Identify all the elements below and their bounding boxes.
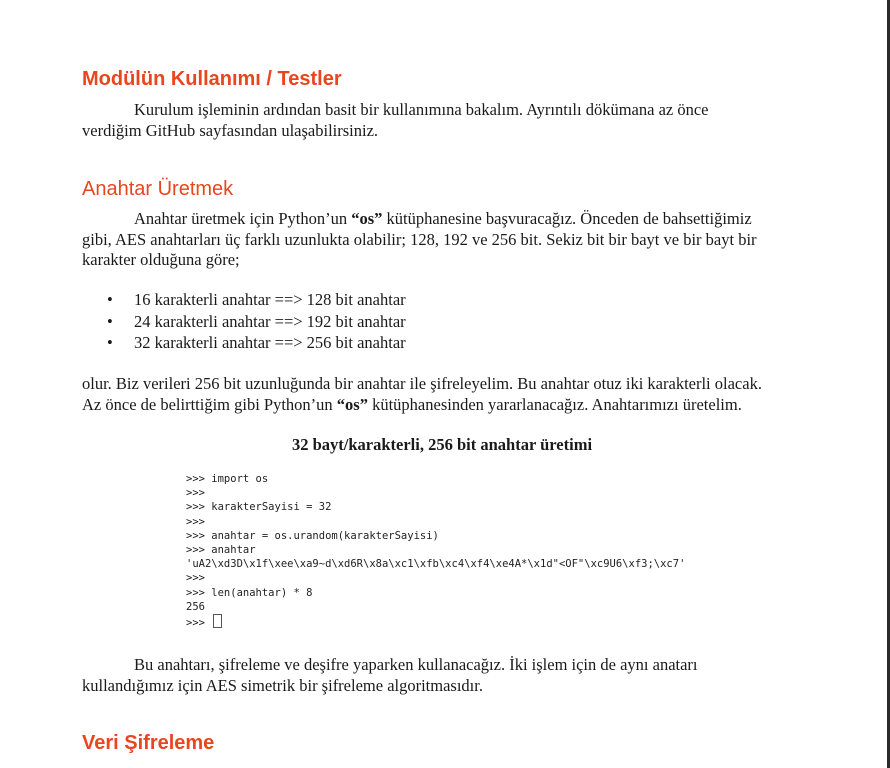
key-generation-closing xyxy=(82,655,802,696)
paragraph-line: kullandığımız için AES simetrik bir şifreleme algoritmasıdır. xyxy=(82,675,483,695)
paragraph-line: Bu anahtarı, şifreleme ve deşifre yaparken kullanacağız. İki işlem için de aynı anatarı xyxy=(134,655,698,674)
python-terminal-snippet xyxy=(186,472,685,628)
list-item-text: 16 karakterli anahtar ==> 128 bit anahtar xyxy=(134,290,406,309)
paragraph-line xyxy=(82,395,802,416)
paragraph-line: gibi, AES anahtarları üç farklı uzunlukta olabilir; 128, 192 ve 256 bit. Sekiz bit bir bayt ve bir bayt bir xyxy=(82,229,757,249)
section-title-module-usage: Modülün Kullanımı / Testler xyxy=(82,68,342,90)
terminal-line: >>> anahtar = os.urandom(karakterSayisi) xyxy=(186,529,439,542)
figure-caption: 32 bayt/karakterli, 256 bit anahtar üretimi xyxy=(291,435,593,454)
terminal-line: 'uA2\xd3D\x1f\xee\xa9~d\xd6R\x8a\xc1\xfb\xc4\xf4\xe4A*\x1d"<OF"\xc9U6\xf3;\xc7' xyxy=(186,558,686,571)
list-item-text: 24 karakterli anahtar ==> 192 bit anahtar xyxy=(134,311,406,331)
text-run: kütüphanesine başvuracağız. Önceden de bahsettiğimiz xyxy=(382,209,752,228)
paragraph-line: olur. Biz verileri 256 bit uzunluğunda bir anahtar ile şifreleyelim. Bu anahtar otuz iki karakterli olacak. xyxy=(82,374,762,393)
bold-term: “os” xyxy=(336,394,368,414)
terminal-prompt: >>> xyxy=(186,616,212,629)
list-item xyxy=(82,332,406,354)
paragraph-line: Kurulum işleminin ardından basit bir kullanımına bakalım. Ayrıntılı dökümana az önce xyxy=(134,100,709,119)
terminal-prompt-line xyxy=(186,614,685,628)
terminal-line: >>> karakterSayisi = 32 xyxy=(186,501,332,514)
terminal-line: >>> xyxy=(186,572,205,585)
terminal-line: 256 xyxy=(186,600,205,613)
bullet-icon: • xyxy=(107,311,113,331)
bullet-icon: • xyxy=(107,290,113,309)
list-item xyxy=(82,289,406,311)
terminal-line: >>> len(anahtar) * 8 xyxy=(186,586,313,599)
section-title-key-generation: Anahtar Üretmek xyxy=(82,178,234,200)
list-item xyxy=(82,311,406,333)
paragraph-line xyxy=(82,209,802,230)
module-usage-paragraph xyxy=(82,100,802,141)
text-run: Anahtar üretmek için Python’un xyxy=(134,209,352,228)
text-run: Az önce de belirttiğim gibi Python’un xyxy=(82,394,337,414)
text-run: kütüphanesinden yararlanacağız. Anahtarımızı üretelim. xyxy=(367,394,742,414)
terminal-line: >>> xyxy=(186,515,205,528)
terminal-line: >>> xyxy=(186,487,205,500)
key-generation-intro xyxy=(82,209,802,271)
key-length-list xyxy=(82,289,406,354)
paragraph-line: karakter olduğuna göre; xyxy=(82,250,240,269)
terminal-line: >>> import os xyxy=(186,473,269,485)
cursor-icon xyxy=(213,614,222,628)
bullet-icon: • xyxy=(107,333,113,352)
terminal-line: >>> anahtar xyxy=(186,543,256,556)
key-generation-after xyxy=(82,374,802,415)
paragraph-line: verdiğim GitHub sayfasından ulaşabilirsiniz. xyxy=(82,120,379,140)
bold-term: “os” xyxy=(351,209,383,228)
list-item-text: 32 karakterli anahtar ==> 256 bit anahtar xyxy=(134,333,406,352)
section-title-data-encryption: Veri Şifreleme xyxy=(82,732,215,754)
